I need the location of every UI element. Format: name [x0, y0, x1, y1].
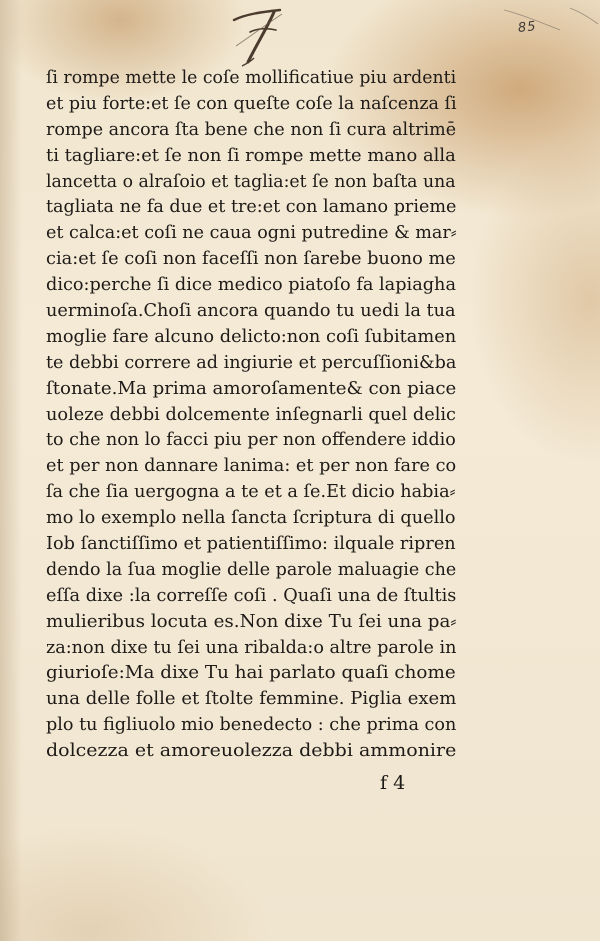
text-line: giurioſe:Ma dixe Tu hai parlato quaſi chome — [46, 663, 456, 684]
text-block — [46, 66, 456, 765]
text-line: una delle folle et ſtolte femmine. Piglia exem — [46, 689, 457, 710]
text-line: ſi rompe mette le coſe mollificatiue piu ardenti — [46, 68, 457, 88]
ink-monogram-mark — [228, 6, 288, 70]
page-gutter-shadow — [0, 0, 22, 941]
text-line: uerminoſa.Choſi ancora quando tu uedi la tua — [46, 301, 456, 322]
folio-number: 85 — [517, 19, 538, 36]
text-line: dendo la ſua moglie delle parole maluagie che — [46, 559, 457, 580]
text-line: to che non lo facci piu per non offendere iddio — [46, 430, 456, 451]
text-line: ſa che ſia uergogna a te et a ſe.Et dicio habia⸗ — [46, 482, 456, 503]
signature-mark: f 4 — [380, 772, 406, 794]
text-line: uoleze debbi dolcemente inſegnarli quel delic — [46, 404, 456, 425]
text-line: eſſa dixe :la correſſe coſi . Quaſi una de ſtultis — [46, 585, 457, 606]
pencil-mark — [500, 4, 600, 34]
text-line: et piu forte:et ſe con queſte coſe la naſcenza ſi — [46, 93, 457, 114]
text-line: dico:perche ſi dice medico piatoſo fa lapiagha — [46, 275, 456, 296]
text-line: lancetta o alraſoio et taglia:et ſe non baſta una — [46, 171, 456, 192]
text-line: dolcezza et amoreuolezza debbi ammonire — [46, 741, 457, 762]
text-line: mo lo exemplo nella ſancta ſcriptura di quello — [46, 508, 456, 529]
text-line: tagliata ne fa due et tre:et con lamano prieme — [46, 197, 457, 218]
text-line: cia:et ſe coſi non faceſſi non ſarebe buono me — [46, 249, 456, 270]
text-line: et calca:et coſi ne caua ogni putredine & mar⸗ — [46, 223, 457, 244]
text-line: ti tagliare:et ſe non ſi rompe mette mano alla — [46, 145, 456, 166]
text-line: ſtonate.Ma prima amoroſamente& con piace — [46, 378, 457, 399]
text-line: plo tu figliuolo mio benedecto : che prima con — [46, 715, 457, 736]
text-line: Iob ſanctiſſimo et patientiſſimo: ilquale ripren — [46, 534, 456, 555]
text-line: et per non dannare lanima: et per non fare co — [46, 456, 457, 477]
text-line: moglie fare alcuno delicto:non coſi ſubitamen — [46, 326, 457, 347]
text-line: rompe ancora ſta bene che non ſi cura altrimē — [46, 119, 457, 140]
text-line: mulieribus locuta es.Non dixe Tu ſei una pa⸗ — [46, 611, 457, 632]
text-line: te debbi correre ad ingiurie et percuſſioni&ba — [46, 352, 457, 373]
text-line: za:non dixe tu ſei una ribalda:o altre parole in — [46, 637, 457, 658]
